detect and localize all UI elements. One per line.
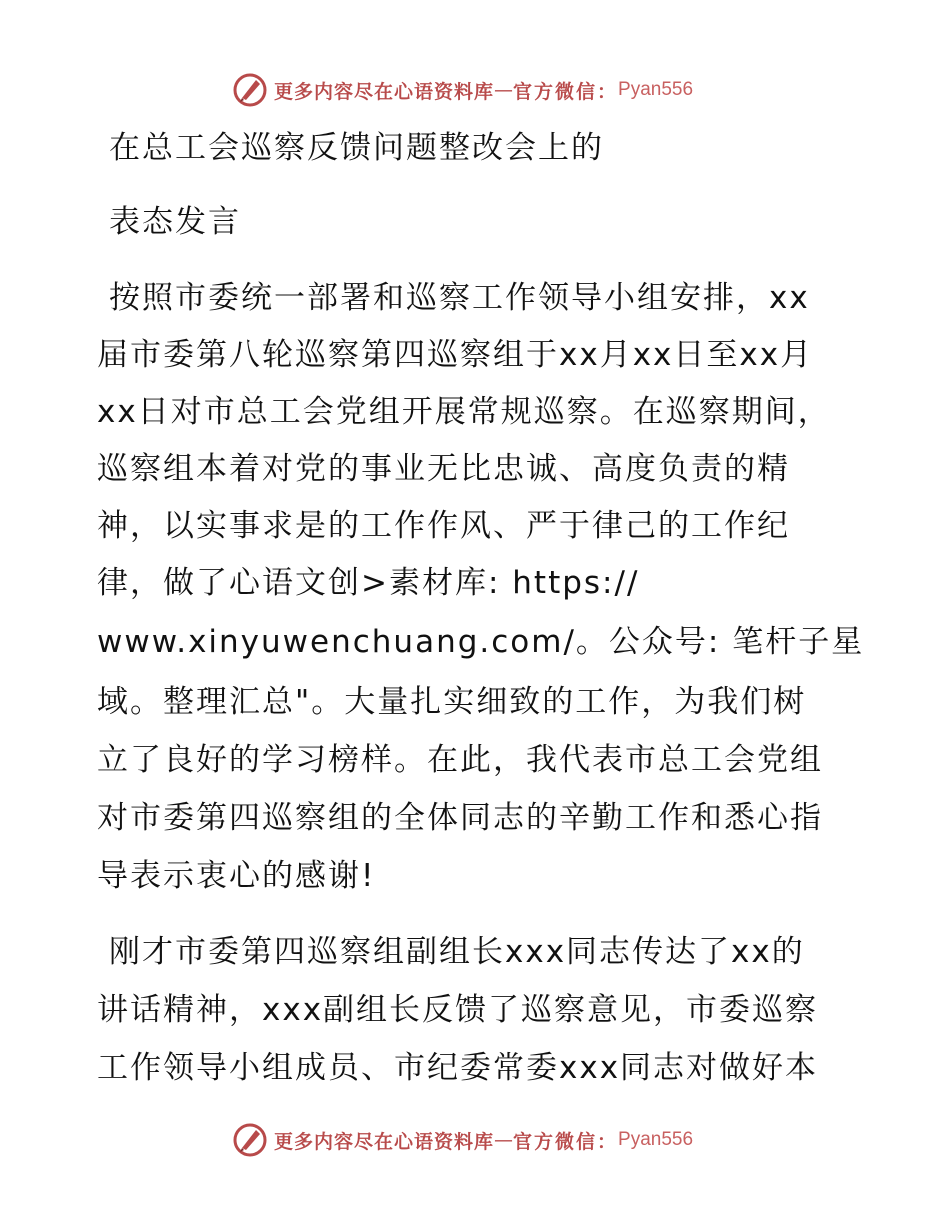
- banner-text: 更多内容尽在心语资料库: [274, 80, 495, 103]
- paragraph-line: 导表示衷心的感谢!: [97, 858, 376, 894]
- banner-wechat-id: Pyan556: [618, 1129, 694, 1150]
- paragraph-line: www.xinyuwenchuang.com/。公众号: 笔杆子星: [97, 624, 865, 660]
- document-title-line: 表态发言: [109, 204, 241, 240]
- paragraph-line: 讲话精神，xxx副组长反馈了巡察意见，市委巡察: [97, 992, 819, 1028]
- pen-logo-icon: [232, 1122, 268, 1158]
- paragraph-line: xx日对市总工会党组开展常规巡察。在巡察期间，: [97, 394, 831, 430]
- paragraph-line: 巡察组本着对党的事业无比忠诚、高度负责的精: [97, 451, 790, 487]
- banner-text: 更多内容尽在心语资料库: [274, 1130, 495, 1153]
- banner-official-label: 官方微信：: [513, 80, 619, 103]
- header-banner: [232, 72, 693, 108]
- paragraph-line: 按照市委统一部署和巡察工作领导小组安排，xx: [109, 280, 810, 316]
- banner-official-label: 官方微信：: [513, 1130, 619, 1153]
- banner-wechat-id: Pyan556: [618, 79, 694, 100]
- paragraph-line: 对市委第四巡察组的全体同志的辛勤工作和悉心指: [97, 800, 823, 836]
- footer-banner: [232, 1122, 693, 1158]
- document-title-line: 在总工会巡察反馈问题整改会上的: [109, 130, 604, 166]
- paragraph-line: 神，以实事求是的工作作风、严于律己的工作纪: [97, 508, 790, 544]
- paragraph-line: 刚才市委第四巡察组副组长xxx同志传达了xx的: [109, 934, 805, 970]
- paragraph-line: 届市委第八轮巡察第四巡察组于xx月xx日至xx月: [97, 337, 814, 373]
- paragraph-line: 律，做了心语文创>素材库: https://: [97, 565, 640, 601]
- paragraph-line: 工作领导小组成员、市纪委常委xxx同志对做好本: [97, 1050, 819, 1086]
- paragraph-line: 立了良好的学习榜样。在此，我代表市总工会党组: [97, 742, 823, 778]
- banner-separator: —: [494, 79, 514, 101]
- paragraph-line: 域。整理汇总"。大量扎实细致的工作，为我们树: [97, 684, 807, 720]
- pen-logo-icon: [232, 72, 268, 108]
- banner-separator: —: [494, 1129, 514, 1151]
